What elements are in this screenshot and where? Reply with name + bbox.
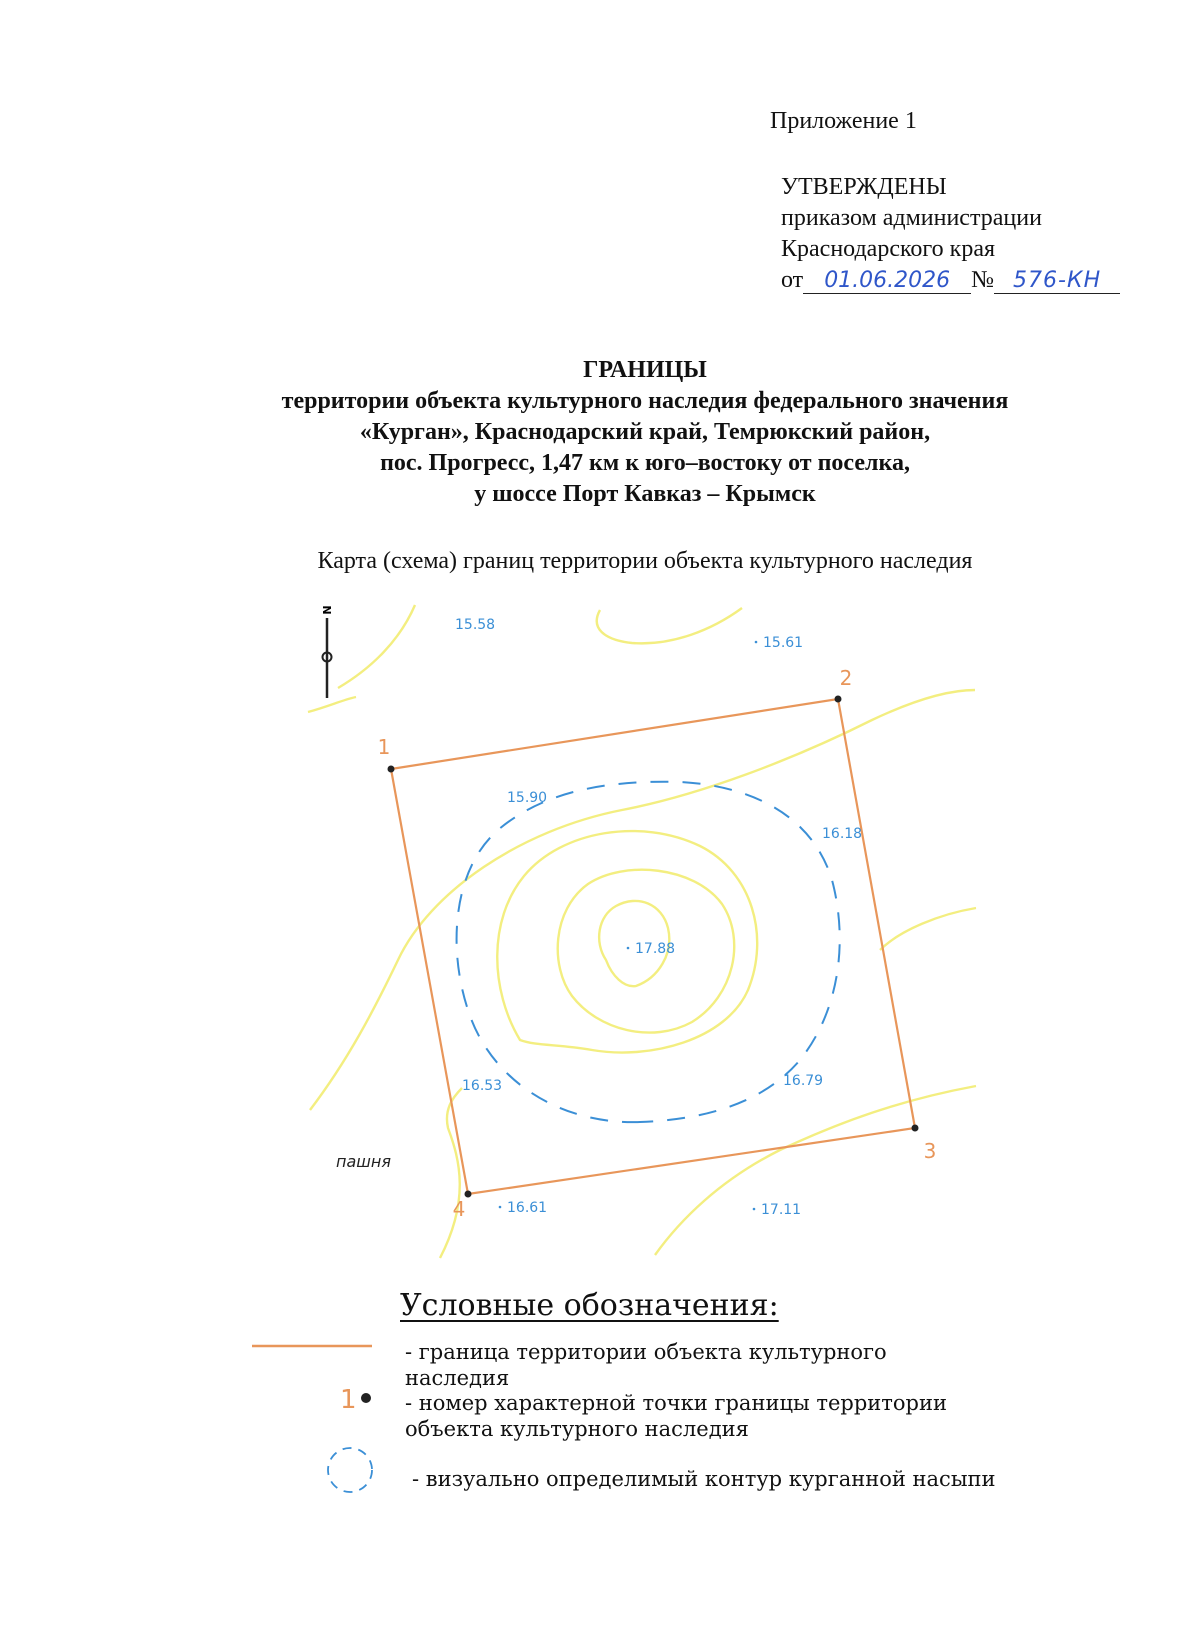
contour-line [310, 690, 975, 1110]
title-line-2: территории объекта культурного наследия федерального значения [281, 388, 1009, 414]
contour-line [440, 1088, 462, 1258]
north-arrow [320, 605, 333, 698]
elevation-dot [753, 1208, 756, 1211]
elevation-mark: 16.79 [783, 1073, 824, 1089]
elevation-mark: 15.58 [455, 617, 496, 633]
legend-boundary-line1: - граница территории объекта культурного [405, 1340, 887, 1364]
elevation-mark: 15.90 [507, 790, 548, 806]
legend-point-line1: - номер характерной точки границы территории [405, 1391, 947, 1415]
legend-point-number: 1 [340, 1385, 357, 1415]
elevation-mark: 16.61 [507, 1200, 548, 1216]
legend-boundary-line2: наследия [405, 1366, 510, 1390]
elevation-mark: 17.88 [635, 941, 676, 957]
contour-line [497, 831, 757, 1052]
map-caption: Карта (схема) границ территории объекта культурного наследия [317, 548, 973, 574]
elevation-mark: 16.18 [822, 826, 863, 842]
boundary-point-label-3: 3 [923, 1139, 937, 1163]
appendix-label: Приложение 1 [770, 108, 917, 134]
elevation-dot [755, 641, 758, 644]
contour-line [338, 605, 415, 688]
elevation-dot [627, 947, 630, 950]
boundary-point-label-4: 4 [452, 1197, 466, 1221]
boundary-point-label-1: 1 [377, 735, 391, 759]
boundary-point-2 [835, 696, 842, 703]
contour-line [655, 1086, 976, 1255]
by-order-label: приказом администрации [781, 205, 1042, 231]
boundary-point-1 [388, 766, 395, 773]
contour-line [597, 608, 742, 643]
elevation-mark: 16.53 [462, 1078, 503, 1094]
boundary-point-3 [912, 1125, 919, 1132]
land-use-label: пашня [336, 1152, 391, 1171]
elevation-marks [455, 617, 862, 1218]
contour-line [308, 697, 356, 712]
order-number-handwritten: 576-КН [994, 269, 1120, 294]
elevation-dot [499, 1206, 502, 1209]
boundary-point-4 [465, 1191, 472, 1198]
legend-point-line2: объекта культурного наследия [405, 1417, 749, 1441]
approved-label: УТВЕРЖДЕНЫ [781, 174, 947, 200]
title-line-1: ГРАНИЦЫ [583, 357, 707, 383]
elevation-mark: 15.61 [763, 635, 804, 651]
elevation-mark: 17.11 [761, 1202, 802, 1218]
number-prefix: № [971, 267, 995, 293]
legend-mound-text: - визуально определимый контур курганной насыпи [412, 1467, 996, 1491]
contour-line [880, 908, 976, 950]
legend-point-text [405, 1390, 1005, 1442]
title-line-5: у шоссе Порт Кавказ – Крымск [474, 481, 816, 507]
boundary-point-label-2: 2 [839, 666, 853, 690]
title-line-4: пос. Прогресс, 1,47 км к юго–востоку от поселка, [380, 450, 910, 476]
legend-boundary-text [405, 1339, 965, 1391]
region-label: Краснодарского края [781, 236, 996, 262]
legend-mound-symbol [328, 1448, 372, 1492]
contour-lines [308, 605, 976, 1258]
north-label: N [320, 605, 333, 615]
order-date-handwritten: 01.06.2026 [803, 269, 971, 294]
title-line-3: «Курган», Краснодарский край, Темрюкский район, [359, 419, 931, 445]
legend-point-marker [361, 1393, 371, 1403]
date-prefix: от [781, 267, 804, 293]
legend-title: Условные обозначения: [400, 1288, 779, 1323]
